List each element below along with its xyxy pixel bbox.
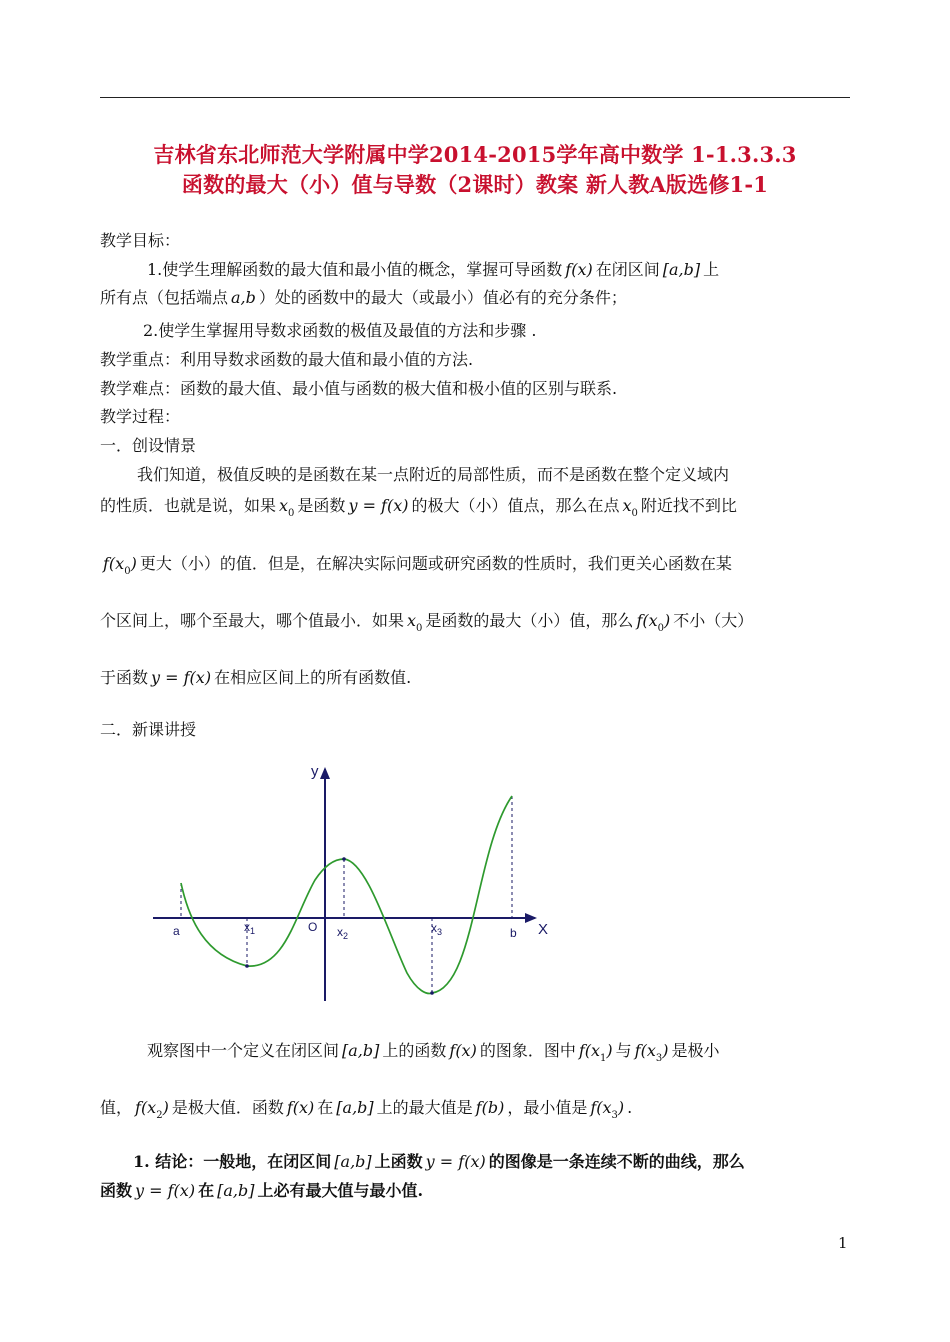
x-axis-label: X (538, 921, 549, 938)
conclusion-line1: 1. 结论：一般地，在闭区间 [a,b] 上函数 y = f(x) 的图像是一条连续不断的曲线，那么 (133, 1152, 745, 1171)
document-title-line1: 吉林省东北师范大学附属中学2014-2015学年高中数学 1-1.3.3.3 (153, 142, 797, 167)
difficulty: 教学难点：函数的最大值、最小值与函数的极大值和极小值的区别与联系. (100, 379, 618, 398)
objective-2: 2.使学生掌握用导数求函数的极值及最值的方法和步骤 . (143, 321, 537, 340)
key-point: 教学重点：利用导数求函数的最大值和最小值的方法. (100, 350, 474, 369)
section1-para-line5: 于函数 y = f(x) 在相应区间上的所有函数值. (100, 668, 412, 687)
y-axis-label: y (311, 763, 319, 780)
function-graph (145, 755, 565, 1010)
conclusion-line2: 函数 y = f(x) 在 [a,b] 上必有最大值与最小值. (100, 1181, 424, 1200)
min-point-x1 (245, 964, 249, 968)
min-point-x3 (430, 991, 434, 995)
section1-para-line3: $f(x_0)$ 更大（小）的值．但是，在解决实际问题或研究函数的性质时，我们更关心函数在某 (103, 554, 732, 577)
label-b: b (510, 926, 517, 940)
header-rule (100, 97, 850, 98)
observe-line2: 值， $f(x_2)$ 是极大值．函数 f(x) 在 [a,b] 上的最大值是 f(b) ，最小值是 $f(x_3)$ . (100, 1098, 633, 1121)
section1-para-line2: 的性质．也就是说，如果 $x_0$ 是函数 y = f(x) 的极大（小）值点，那么在点 $x_0$ 附近找不到比 (100, 496, 737, 519)
origin-label: O (308, 920, 318, 934)
label-a: a (173, 924, 180, 938)
label-x1: $x_1$ (244, 920, 256, 936)
y-axis-arrow-icon (320, 767, 330, 779)
label-x2: $x_2$ (337, 925, 349, 941)
label-x3: $x_3$ (431, 921, 443, 937)
section1-heading: 一．创设情景 (100, 436, 197, 455)
document-title-line2: 函数的最大（小）值与导数（2课时）教案 新人教A版选修1-1 (181, 172, 769, 197)
page-number: 1 (838, 1234, 848, 1252)
objectives-heading: 教学目标： (100, 231, 181, 250)
function-curve (181, 796, 512, 993)
process-heading: 教学过程： (100, 407, 181, 426)
x-axis-arrow-icon (525, 913, 537, 923)
objective-1-line1: 1.使学生理解函数的最大值和最小值的概念，掌握可导函数 f(x) 在闭区间 [a,b] 上 (147, 260, 720, 279)
objective-1-line2: 所有点（包括端点 a,b ）处的函数中的最大（或最小）值必有的充分条件； (100, 288, 627, 307)
max-point-x2 (342, 857, 346, 861)
section1-para-line1: 我们知道，极值反映的是函数在某一点附近的局部性质，而不是函数在整个定义域内 (137, 465, 730, 484)
section1-para-line4: 个区间上，哪个至最大，哪个值最小．如果 $x_0$ 是函数的最大（小）值，那么 $f(x_0)$ 不小（大） (100, 611, 754, 634)
observe-line1: 观察图中一个定义在闭区间 [a,b] 上的函数 f(x) 的图象．图中 $f(x_1)$ 与 $f(x_3)$ 是极小 (147, 1041, 720, 1064)
section2-heading: 二．新课讲授 (100, 720, 197, 739)
